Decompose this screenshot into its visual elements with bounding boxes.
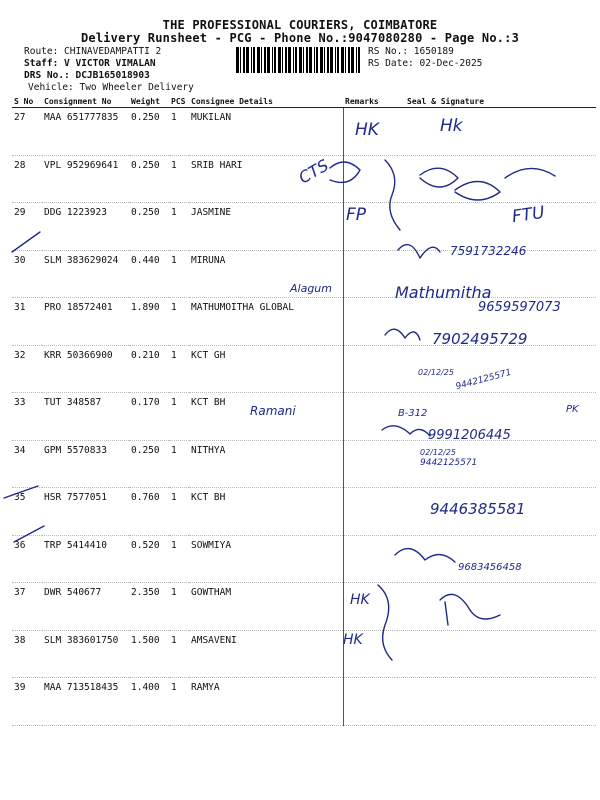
- scribble-sign-2: [455, 181, 500, 200]
- cell-consignment: PRO 18572401: [42, 298, 129, 346]
- col-header-pcs: PCS: [169, 95, 189, 108]
- cell-sno: 28: [12, 155, 42, 203]
- cell-consignee: MIRUNA: [189, 250, 343, 298]
- rs-date: RS Date: 02-Dec-2025: [368, 58, 483, 69]
- runsheet-subtitle: Delivery Runsheet - PCG - Phone No.:9047080280 - Page No.:3: [80, 31, 520, 45]
- cell-sno: 37: [12, 583, 42, 631]
- col-header-consignment: Consignment No: [42, 95, 129, 108]
- hw-phone-34: 9991206445: [428, 428, 511, 443]
- hw-name-31: Mathumitha: [395, 283, 492, 302]
- hw-pk-34: PK: [566, 404, 579, 415]
- sign-row-38: [440, 594, 500, 619]
- cell-weight: 0.440: [129, 250, 169, 298]
- tick-mark-37: [14, 526, 44, 542]
- scribble-sign-3: [505, 168, 555, 178]
- col-header-weight: Weight: [129, 95, 169, 108]
- hw-name-34: Ramani: [250, 404, 296, 418]
- sign-row-37: [395, 549, 455, 562]
- col-header-signature: Seal & Signature: [397, 95, 596, 108]
- cell-consignment: DWR 540677: [42, 583, 129, 631]
- brace-mark-2: [378, 585, 392, 660]
- cell-consignment: TUT 348587: [42, 393, 129, 441]
- cell-weight: 0.250: [129, 108, 169, 156]
- cell-pcs: 1: [169, 155, 189, 203]
- cell-consignee: SOWMIYA: [189, 535, 343, 583]
- company-title: THE PROFESSIONAL COURIERS, COIMBATORE: [162, 18, 438, 32]
- hw-date-33: 02/12/25: [418, 368, 454, 377]
- cell-sno: 34: [12, 440, 42, 488]
- cell-weight: 1.500: [129, 630, 169, 678]
- cell-pcs: 1: [169, 535, 189, 583]
- cell-pcs: 1: [169, 583, 189, 631]
- hw-phone-32: 7902495729: [432, 330, 528, 348]
- cell-consignee: AMSAVENI: [189, 630, 343, 678]
- hw-sign-29: FTU: [510, 202, 546, 228]
- cell-pcs: 1: [169, 488, 189, 536]
- cell-weight: 2.350: [129, 583, 169, 631]
- cell-consignment: HSR 7577051: [42, 488, 129, 536]
- hw-remark-29: FP: [346, 205, 367, 225]
- hw-remark-38: HK: [350, 592, 370, 608]
- cell-sno: 33: [12, 393, 42, 441]
- hw-remark-39: HK: [343, 632, 363, 648]
- cell-consignee: NITHYA: [189, 440, 343, 488]
- cell-pcs: 1: [169, 345, 189, 393]
- cell-sno: 38: [12, 630, 42, 678]
- col-header-sno: S No: [12, 95, 42, 108]
- cell-weight: 0.250: [129, 440, 169, 488]
- cell-pcs: 1: [169, 630, 189, 678]
- cell-consignment: TRP 5414410: [42, 535, 129, 583]
- hw-sign-27: Hk: [440, 116, 463, 136]
- cell-pcs: 1: [169, 203, 189, 251]
- cell-consignment: KRR 50366900: [42, 345, 129, 393]
- cell-sno: 27: [12, 108, 42, 156]
- staff-label: Staff: V VICTOR VIMALAN: [24, 58, 156, 69]
- hw-phone-35: 9442125571: [420, 458, 478, 468]
- cell-weight: 0.250: [129, 203, 169, 251]
- cell-consignee: MUKILAN: [189, 108, 343, 156]
- hw-phone-30: 7591732246: [450, 244, 527, 258]
- cell-sno: 31: [12, 298, 42, 346]
- cell-sno: 32: [12, 345, 42, 393]
- cell-consignee: RAMYA: [189, 678, 343, 726]
- cell-consignment: GPM 5570833: [42, 440, 129, 488]
- cell-consignment: SLM 383601750: [42, 630, 129, 678]
- cell-sno: 35: [12, 488, 42, 536]
- rs-number: RS No.: 1650189: [368, 46, 454, 57]
- sign-row-38b: [445, 602, 448, 625]
- sign-row-32: [385, 329, 420, 340]
- cell-weight: 1.400: [129, 678, 169, 726]
- cell-sno: 30: [12, 250, 42, 298]
- col-header-consignee: Consignee Details: [189, 95, 343, 108]
- cell-consignment: MAA 713518435: [42, 678, 129, 726]
- hw-room-34: B-312: [398, 408, 428, 419]
- cell-consignee: KCT GH: [189, 345, 343, 393]
- brace-mark: [385, 160, 400, 230]
- hw-phone-33: 9442125571: [454, 367, 513, 393]
- route-label: Route: CHINAVEDAMPATTI 2: [24, 46, 162, 57]
- cell-pcs: 1: [169, 678, 189, 726]
- cell-weight: 0.520: [129, 535, 169, 583]
- cell-pcs: 1: [169, 250, 189, 298]
- cell-weight: 0.250: [129, 155, 169, 203]
- cell-pcs: 1: [169, 440, 189, 488]
- cell-consignee: GOWTHAM: [189, 583, 343, 631]
- cell-weight: 1.890: [129, 298, 169, 346]
- cell-consignee: MATHUMOITHA GLOBAL: [189, 298, 343, 346]
- hw-date-35: 02/12/25: [420, 448, 456, 457]
- cell-consignment: MAA 651777835: [42, 108, 129, 156]
- cell-consignment: SLM 383629024: [42, 250, 129, 298]
- cell-pcs: 1: [169, 393, 189, 441]
- tick-mark-36: [4, 486, 38, 498]
- cell-consignee: JASMINE: [189, 203, 343, 251]
- cell-weight: 0.760: [129, 488, 169, 536]
- hw-remark-28: CTS: [295, 155, 332, 188]
- cell-weight: 0.170: [129, 393, 169, 441]
- scribble-remark: [330, 162, 360, 182]
- sign-row-30: [398, 245, 440, 258]
- cell-consignee: KCT BH: [189, 488, 343, 536]
- hw-phone-37: 9683456458: [458, 562, 522, 573]
- cell-pcs: 1: [169, 298, 189, 346]
- hw-phone-36: 9446385581: [430, 500, 526, 518]
- sign-row-34: [382, 426, 430, 436]
- hw-note-31: Alagum: [290, 282, 332, 295]
- cell-sno: 39: [12, 678, 42, 726]
- tick-mark-30: [12, 232, 40, 252]
- cell-sno: 29: [12, 203, 42, 251]
- cell-pcs: 1: [169, 108, 189, 156]
- vehicle-label: Vehicle: Two Wheeler Delivery: [28, 82, 194, 93]
- hw-remark-27: HK: [355, 120, 379, 140]
- hw-phone-31: 9659597073: [478, 300, 561, 315]
- cell-consignee: SRIB HARI: [189, 155, 343, 203]
- col-header-remarks: Remarks: [343, 95, 397, 108]
- scribble-sign-1: [420, 168, 458, 187]
- cell-consignee: KCT BH: [189, 393, 343, 441]
- cell-sno: 36: [12, 535, 42, 583]
- cell-consignment: DDG 1223923: [42, 203, 129, 251]
- cell-consignment: VPL 952969641: [42, 155, 129, 203]
- cell-weight: 0.210: [129, 345, 169, 393]
- drs-number: DRS No.: DCJB165018903: [24, 70, 150, 81]
